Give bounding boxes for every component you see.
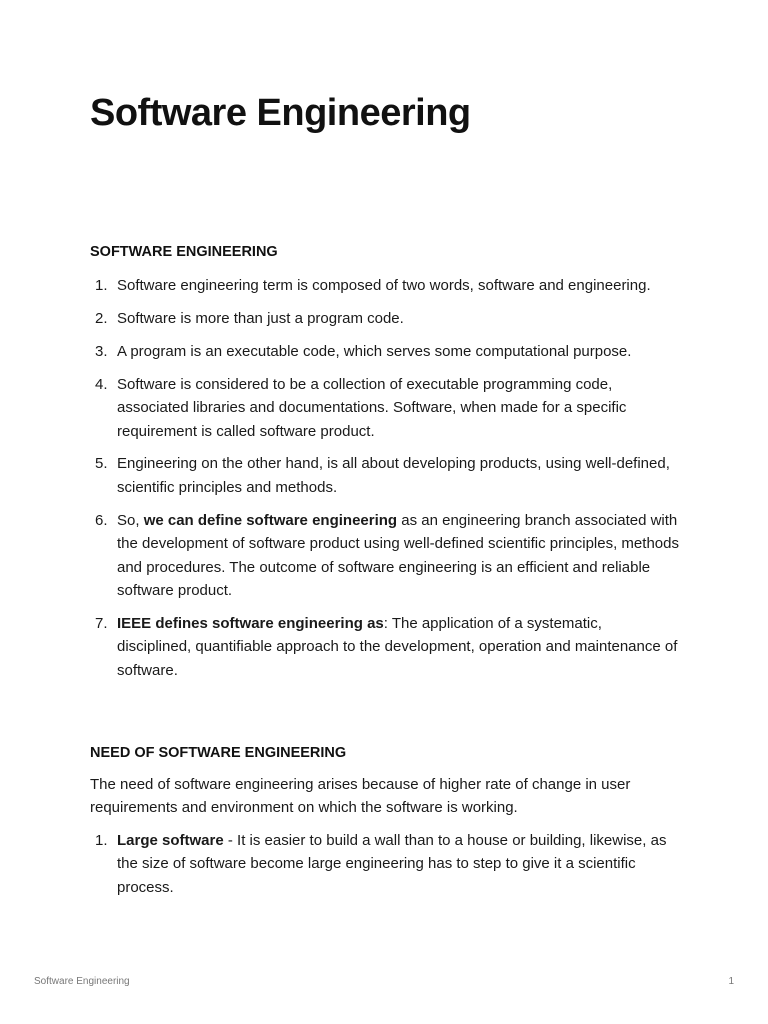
page-title: Software Engineering <box>90 92 471 134</box>
list-item: 6. So, we can define software engineering as an engineering branch associated with the development of software product using well-defined scientific principles, methods and procedures. The outcome of software engineering is an efficient and reliable software product. <box>95 511 679 599</box>
need-list <box>90 829 680 909</box>
list-item: 3. A program is an executable code, which serves some computational purpose. <box>95 342 632 360</box>
section-intro-paragraph: The need of software engineering arises because of higher rate of change in user requirements and environment on which the software is working. <box>90 776 631 816</box>
emphasis-text: we can define software engineering <box>143 511 398 529</box>
list-item: 5. Engineering on the other hand, is all about developing products, using well-defined, scientific principles and methods. <box>95 455 670 496</box>
definition-list <box>90 274 680 692</box>
list-item: 2. Software is more than just a program code. <box>95 309 404 327</box>
section-heading-software-engineering: SOFTWARE ENGINEERING <box>90 244 278 260</box>
list-item: 4. Software is considered to be a collection of executable programming code, associated libraries and documentations. Software, when made for a specific requirement is called software product. <box>95 375 627 440</box>
list-item: 1. Large software - It is easier to build a wall than to a house or building, likewise, as the size of software become large engineering has to step to give it a scientific process. <box>95 832 667 896</box>
list-item: 1. Software engineering term is composed of two words, software and engineering. <box>95 277 651 294</box>
emphasis-text: Large software <box>117 832 224 849</box>
footer-document-name: Software Engineering <box>34 976 130 987</box>
section-heading-need-of-software-engineering: NEED OF SOFTWARE ENGINEERING <box>90 745 347 761</box>
footer-page-number: 1 <box>728 976 734 987</box>
list-item: 7. IEEE defines software engineering as: The application of a systematic, disciplined, quantifiable approach to the development, operation and maintenance of software. <box>95 614 678 679</box>
emphasis-text: IEEE defines software engineering as <box>117 614 384 632</box>
